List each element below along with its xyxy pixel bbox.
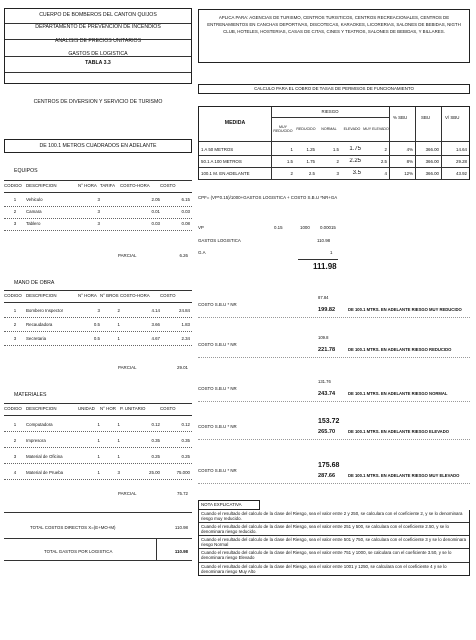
table-row xyxy=(4,334,190,343)
table-cell: Tablero xyxy=(26,220,41,226)
col-costo: COSTO xyxy=(160,406,176,412)
equipos-title: EQUIPOS xyxy=(14,168,38,174)
table-cell: 3 xyxy=(13,335,17,341)
total-gastos-label: TOTAL GASTOS POR LOGISTICA xyxy=(44,549,113,554)
col-descripcion: DESCRIPCION xyxy=(26,183,57,189)
ga-value: 1 xyxy=(330,250,333,255)
riesgo-cell: 43.92 xyxy=(456,170,467,176)
col-descripcion: DESCRIPCION xyxy=(26,293,57,299)
nota-4: Cuando el resultado del calculo de la clase del Riesgo, sea el valor entre 751 y 1000, se calculara con el coeficiente 3.50, y se lo denominara riesgo Elevado xyxy=(199,548,469,561)
result-big: 199.82 xyxy=(318,307,336,313)
col-codigo: CODIGO xyxy=(4,183,22,189)
table-cell: Computadora xyxy=(26,421,53,427)
table-cell: 1 xyxy=(117,437,120,443)
subheader-normal: NORMAL xyxy=(321,127,337,131)
table-cell: Vehiculo xyxy=(26,196,43,202)
table-cell: 4.67 xyxy=(151,335,160,341)
subheader-reducido: REDUCIDO xyxy=(296,127,316,131)
table-cell: 3 xyxy=(97,196,100,202)
subheader-muy-reducido: MUY REDUCIDO xyxy=(273,125,293,133)
result-desc: DE 100.1 MTRS. EN ADELANTE RIESGO REDUCIDO xyxy=(348,347,452,352)
total-directos-value: 110.98 xyxy=(174,525,188,530)
equipos-parcial-label: PARCIAL xyxy=(118,253,137,258)
riesgo-cell: 100.1 M. EN ADELANTE xyxy=(201,170,250,176)
nota-5: Cuando el resultado del calculo de la clase del Riesgo, sea el valor entre 1001 y 1250, se calculara con el coeficiente 4 y se lo denominara riesgo Muy Alto xyxy=(199,562,469,575)
table-number: TABLA 3.3 xyxy=(85,59,111,66)
result-big: 243.74 xyxy=(318,391,336,397)
table-cell: 0.35 xyxy=(181,437,190,443)
table-cell: Secretaria xyxy=(26,335,47,341)
riesgo-cell: 1 A 50 METROS xyxy=(201,146,234,152)
riesgo-cell: 1.5 xyxy=(332,146,339,152)
riesgo-cell: 366.00 xyxy=(425,158,439,164)
result-label: COSTO S.B.U * NR xyxy=(198,424,237,429)
riesgo-cell: 2 xyxy=(384,146,387,152)
table-cell: Bombero Inspector xyxy=(26,307,64,313)
nota-2: Cuando el resultado del calculo de la clase del Riesgo, sea el valor entre 251 y 500, se calculara con el coeficiente 2.50, y se lo denominara riesgo reducido. xyxy=(199,522,469,535)
table-cell: 6.15 xyxy=(181,196,190,202)
table-cell: 1 xyxy=(97,453,100,459)
riesgo-row xyxy=(199,169,469,178)
table-cell: 2 xyxy=(13,208,17,214)
table-cell: 1 xyxy=(13,196,17,202)
riesgo-cell: 14.64 xyxy=(456,146,467,152)
table-cell: 2.05 xyxy=(151,196,160,202)
mano-header-row xyxy=(4,292,190,300)
table-cell: 0.25 xyxy=(181,453,190,459)
header-line3: ANALISIS DE PRECIOS UNITARIOS xyxy=(54,37,142,44)
table-cell: 0.03 xyxy=(151,220,160,226)
riesgo-cell: 2.25 xyxy=(349,158,361,165)
sbu-header: SBU xyxy=(421,115,431,120)
table-cell: 1 xyxy=(117,421,120,427)
table-cell: Impresora xyxy=(26,437,46,443)
col-costo: COSTO xyxy=(160,293,176,299)
riesgo-cell: 29.28 xyxy=(456,158,467,164)
materiales-header-row xyxy=(4,405,190,413)
table-cell: 24.84 xyxy=(179,307,190,313)
ga-label: G.A xyxy=(198,250,206,255)
total-gastos-value: 110.98 xyxy=(174,549,188,554)
result-label: COSTO S.B.U * NR xyxy=(198,342,237,347)
table-cell: 1 xyxy=(117,335,120,341)
col-n-hor: N° HOR xyxy=(100,406,116,412)
result-small: 109.8 xyxy=(318,335,329,340)
riesgo-cell: 8% xyxy=(406,158,413,164)
result-label: COSTO S.B.U * NR xyxy=(198,468,237,473)
subtotal: 111.98 xyxy=(313,262,337,271)
result-big: 221.78 xyxy=(318,347,336,353)
table-cell: Camara xyxy=(26,208,42,214)
result-desc: DE 100.1 MTRS. EN ADELANTE RIESGO MUY REDUCIDO xyxy=(348,307,462,312)
table-row xyxy=(4,468,190,477)
materiales-title: MATERIALES xyxy=(14,392,47,398)
riesgo-cell: 366.00 xyxy=(425,170,439,176)
table-cell: 3 xyxy=(97,307,100,313)
result-label: COSTO S.B.U * NR xyxy=(198,302,237,307)
riesgo-subheaders xyxy=(271,119,389,139)
table-row xyxy=(4,452,190,461)
riesgo-cell: 3.5 xyxy=(352,170,361,177)
table-row xyxy=(4,306,190,315)
table-cell: 1 xyxy=(117,453,120,459)
riesgo-row xyxy=(199,145,469,154)
table-cell: 1 xyxy=(97,437,100,443)
riesgo-cell: 366.00 xyxy=(425,146,439,152)
left-subtitle: CENTROS DE DIVERSION Y SERVICIO DE TURISMO xyxy=(33,99,163,105)
result-small: 153.72 xyxy=(318,418,340,425)
table-cell: 0.03 xyxy=(181,208,190,214)
table-cell: 3 xyxy=(13,453,17,459)
result-small: 175.68 xyxy=(318,462,340,469)
nota-3: Cuando el resultado del calculo de la clase del Riesgo, sea el valor entre 501 y 750, se calculara con el coeficiente 3 y se lo denominara riesgo Normal xyxy=(199,535,469,548)
riesgo-cell: 1.5 xyxy=(286,158,293,164)
table-row xyxy=(4,207,190,216)
materiales-parcial-label: PARCIAL xyxy=(118,491,137,496)
table-cell: 0.5 xyxy=(93,321,100,327)
table-cell: 3 xyxy=(97,208,100,214)
table-cell: 2.34 xyxy=(181,335,190,341)
result-label: COSTO S.B.U * NR xyxy=(198,386,237,391)
equipos-parcial-value: 6.26 xyxy=(179,253,188,258)
table-cell: Material de Oficina xyxy=(26,453,63,459)
table-cell: 0.5 xyxy=(93,335,100,341)
table-cell: 2 xyxy=(13,437,17,443)
subheader-muy-elevado: MUY ELEVADO xyxy=(363,127,389,131)
result-small: 87.84 xyxy=(318,295,329,300)
left-header-box xyxy=(4,8,192,84)
section-title: DE 100.1 METROS CUADRADOS EN ADELANTE xyxy=(4,139,192,153)
col-unidad: UNIDAD xyxy=(78,406,95,412)
result-small: 131.76 xyxy=(318,379,331,384)
mano-parcial-value: 29.01 xyxy=(177,365,188,370)
table-cell: 0.12 xyxy=(181,421,190,427)
vp-v2: 1000 xyxy=(300,225,310,230)
result-big: 287.66 xyxy=(318,473,336,479)
table-cell: 4 xyxy=(13,469,17,475)
table-cell: 0.01 xyxy=(151,208,160,214)
table-cell: 3 xyxy=(117,469,120,475)
vp-label: VP xyxy=(198,225,204,230)
vsbu-header: V/ SBU xyxy=(445,115,460,120)
table-cell: 0.25 xyxy=(151,453,160,459)
table-cell: 2 xyxy=(13,321,17,327)
nota-title: NOTA EXPLICATIVA xyxy=(198,500,260,510)
mano-title: MANO DE OBRA xyxy=(14,280,55,286)
result-desc: DE 100.1 MTRS. EN ADELANTE RIESGO NORMAL xyxy=(348,391,448,396)
col-codigo: CODIGO xyxy=(4,406,22,412)
table-cell: 3.66 xyxy=(151,321,160,327)
vp-v1: 0.15 xyxy=(274,225,283,230)
col-tarifa: TARIFA xyxy=(100,183,116,189)
nota-box xyxy=(198,510,470,576)
col-descripcion: DESCRIPCION xyxy=(26,406,57,412)
riesgo-cell: 4 xyxy=(384,170,387,176)
riesgo-cell: 1.25 xyxy=(306,146,315,152)
col-n-bros: N° BROS xyxy=(100,293,119,299)
gastos-label: GASTOS LOGISTICA xyxy=(198,238,241,243)
riesgo-cell: 3 xyxy=(336,170,339,176)
gastos-value: 110.98 xyxy=(317,238,331,243)
table-cell: 0.35 xyxy=(151,437,160,443)
riesgo-cell: 1.75 xyxy=(349,146,361,153)
table-cell: 1 xyxy=(97,469,100,475)
nota-1: Cuando el resultado del calculo de la clase del Riesgo, sea el valor entre 2 y 250, se calculara con el coeficiente 2, y se lo denominara riesgo muy reducido. xyxy=(201,511,463,522)
table-cell: 3 xyxy=(97,220,100,226)
table-row xyxy=(4,420,190,429)
col-p-unitario: P. UNITARIO xyxy=(120,406,146,412)
riesgo-cell: 2 xyxy=(336,158,339,164)
aplica-box: APLICA PARA: AGENCIAS DE TURISMO, CENTROS TURISTICOS, CENTROS RECREACIONALES, CENTROS DE ENTRENAMIENTOS EN CANCHAS DEPORTIVAS, DISCOTECAS, KARAOKES, LICORERIAS, SALONES DE BEBIDAS, NIGTH CLUB, HOTELES, HOSTERIAS, CASAS DE CITAS, CINES Y TEATROS, SALONES DE BEBIDAS, Y BILLARES. xyxy=(198,9,470,63)
table-cell: 4.14 xyxy=(151,307,160,313)
table-row xyxy=(4,195,190,204)
table-cell: 3 xyxy=(13,220,17,226)
table-cell: Recaudadora xyxy=(26,321,53,327)
result-big: 265.70 xyxy=(318,429,336,435)
table-cell: 75.000 xyxy=(176,469,190,475)
pct-sbu-header: % SBU xyxy=(393,115,408,120)
col-costo-hora: COSTO-HORA xyxy=(120,293,150,299)
table-cell: 1 xyxy=(97,421,100,427)
header-line4: GASTOS DE LOGISTICA xyxy=(68,50,128,57)
table-cell: 2 xyxy=(117,307,120,313)
materiales-parcial-value: 75.72 xyxy=(177,491,188,496)
col-n-hora: N° HORA xyxy=(78,293,97,299)
col-costo-hora: COSTO-HORA xyxy=(120,183,150,189)
table-row xyxy=(4,320,190,329)
col-n-hora: N° HORA xyxy=(78,183,97,189)
calc-title: CALCULO PARA EL COBRO DE TASAS DE PERMISOS DE FUNCIONAMIENTO xyxy=(198,84,470,94)
total-directos-label: TOTAL COSTOS DIRECTOS X=(E+MO+M) xyxy=(30,525,116,530)
table-cell: 1 xyxy=(13,307,17,313)
riesgo-table xyxy=(198,106,470,180)
riesgo-cell: 50.1 A 100 METROS xyxy=(201,158,242,164)
riesgo-cell: 12% xyxy=(404,170,413,176)
riesgo-header: RIESGO xyxy=(321,109,339,114)
medida-header: MEDIDA xyxy=(224,120,246,126)
riesgo-cell: 4% xyxy=(406,146,413,152)
table-cell: 1 xyxy=(13,421,17,427)
result-desc: DE 100.1 MTRS. EN ADELANTE RIESGO MUY ELEVADO xyxy=(348,473,460,478)
equipos-header-row xyxy=(4,182,190,190)
table-row xyxy=(4,219,190,228)
formula: CPF= (VP*0.15)/1000+GASTOS LOGISTICA + COSTO S.B.U *NR+GA xyxy=(198,195,338,200)
result-desc: DE 100.1 MTRS. EN ADELANTE RIESGO ELEVADO xyxy=(348,429,449,434)
table-cell: 0.08 xyxy=(181,220,190,226)
riesgo-cell: 2.5 xyxy=(380,158,387,164)
table-cell: Material de Prueba xyxy=(26,469,64,475)
col-costo: COSTO xyxy=(160,183,176,189)
riesgo-cell: 2.5 xyxy=(308,170,315,176)
riesgo-row xyxy=(199,157,469,166)
header-line2: DEPARTAMENTO DE PREVENCION DE INCENDIOS xyxy=(35,23,161,30)
riesgo-cell: 1.75 xyxy=(306,158,315,164)
vp-v3: 0.00015 xyxy=(320,225,336,230)
riesgo-cell: 1 xyxy=(290,146,293,152)
subheader-elevado: ELEVADO xyxy=(343,127,361,131)
table-cell: 1 xyxy=(117,321,120,327)
table-row xyxy=(4,436,190,445)
col-codigo: CODIGO xyxy=(4,293,22,299)
table-cell: 1.83 xyxy=(181,321,190,327)
table-cell: 25.00 xyxy=(149,469,160,475)
riesgo-cell: 2 xyxy=(290,170,293,176)
mano-parcial-label: PARCIAL xyxy=(118,365,137,370)
header-line1: CUERPO DE BOMBEROS DEL CANTON QUIJOS xyxy=(39,12,157,18)
table-cell: 0.12 xyxy=(151,421,160,427)
